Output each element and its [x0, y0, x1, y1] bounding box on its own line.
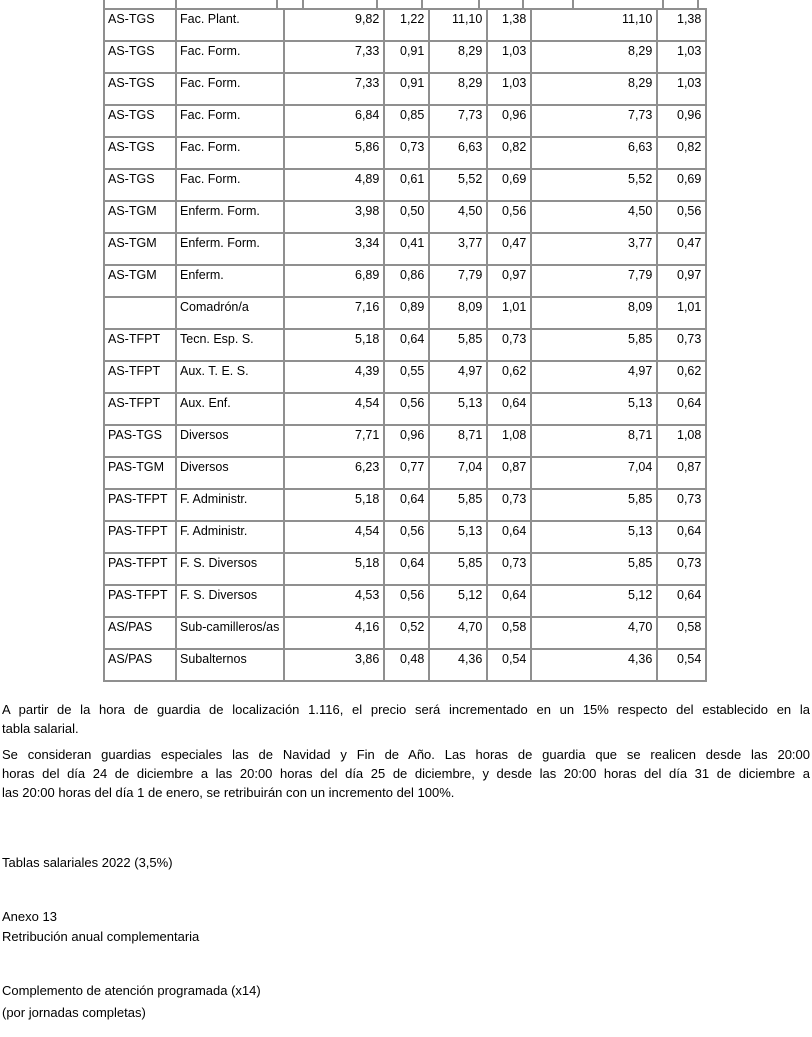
value-cell: 0,64 — [657, 585, 706, 617]
value-cell: 11,10 — [429, 9, 487, 41]
concept-cell: F. Administr. — [176, 489, 284, 521]
value-cell: 0,48 — [384, 649, 429, 681]
value-cell: 0,73 — [487, 553, 531, 585]
concept-cell: Fac. Form. — [176, 137, 284, 169]
concept-cell: Enferm. Form. — [176, 201, 284, 233]
concept-cell: Fac. Form. — [176, 73, 284, 105]
value-cell: 0,96 — [384, 425, 429, 457]
category-cell: AS/PAS — [104, 649, 176, 681]
value-cell: 5,52 — [531, 169, 657, 201]
value-cell: 5,13 — [531, 521, 657, 553]
value-cell: 8,71 — [531, 425, 657, 457]
category-cell: AS-TGS — [104, 105, 176, 137]
value-cell: 0,96 — [657, 105, 706, 137]
value-cell: 5,85 — [531, 329, 657, 361]
value-cell: 4,39 — [284, 361, 384, 393]
value-cell: 3,98 — [284, 201, 384, 233]
value-cell: 4,50 — [531, 201, 657, 233]
value-cell: 0,47 — [487, 233, 531, 265]
value-cell: 0,58 — [657, 617, 706, 649]
category-cell: PAS-TGS — [104, 425, 176, 457]
category-cell: AS-TFPT — [104, 329, 176, 361]
category-cell: AS-TFPT — [104, 393, 176, 425]
value-cell: 0,85 — [384, 105, 429, 137]
concept-cell: Tecn. Esp. S. — [176, 329, 284, 361]
value-cell: 4,16 — [284, 617, 384, 649]
value-cell: 0,87 — [487, 457, 531, 489]
value-cell: 7,16 — [284, 297, 384, 329]
value-cell: 0,56 — [657, 201, 706, 233]
category-cell: AS-TGS — [104, 137, 176, 169]
value-cell: 4,97 — [429, 361, 487, 393]
value-cell: 8,29 — [531, 73, 657, 105]
table-row — [104, 585, 706, 617]
value-cell: 0,73 — [657, 489, 706, 521]
category-cell: PAS-TFPT — [104, 521, 176, 553]
value-cell: 3,77 — [429, 233, 487, 265]
value-cell: 0,91 — [384, 73, 429, 105]
annex-title: Anexo 13 — [2, 909, 57, 924]
value-cell: 0,62 — [657, 361, 706, 393]
value-cell: 5,18 — [284, 553, 384, 585]
value-cell: 5,85 — [429, 489, 487, 521]
category-cell: AS-TGS — [104, 9, 176, 41]
value-cell: 4,50 — [429, 201, 487, 233]
value-cell: 4,54 — [284, 521, 384, 553]
value-cell: 1,03 — [657, 41, 706, 73]
value-cell: 11,10 — [531, 9, 657, 41]
table-row — [104, 457, 706, 489]
value-cell: 5,85 — [531, 489, 657, 521]
value-cell: 5,85 — [531, 553, 657, 585]
value-cell: 3,77 — [531, 233, 657, 265]
table-row — [104, 265, 706, 297]
note-line: horas del día 24 de diciembre a las 20:00 horas del día 25 de diciembre, y desde las 20:00 horas del día 31 de diciembre a — [2, 766, 810, 781]
note-line: tabla salarial. — [2, 721, 79, 736]
category-cell: AS-TGM — [104, 265, 176, 297]
table-row — [104, 169, 706, 201]
value-cell: 7,79 — [429, 265, 487, 297]
concept-cell: Enferm. — [176, 265, 284, 297]
value-cell: 5,13 — [429, 393, 487, 425]
table-row — [104, 41, 706, 73]
category-cell: AS-TGS — [104, 73, 176, 105]
table-row — [104, 425, 706, 457]
value-cell: 5,52 — [429, 169, 487, 201]
value-cell: 4,70 — [429, 617, 487, 649]
category-cell: AS-TGS — [104, 169, 176, 201]
tables-title: Tablas salariales 2022 (3,5%) — [2, 855, 173, 870]
table-row — [104, 233, 706, 265]
value-cell: 1,08 — [487, 425, 531, 457]
value-cell: 7,73 — [531, 105, 657, 137]
table-row — [104, 521, 706, 553]
value-cell: 0,47 — [657, 233, 706, 265]
table-row — [104, 489, 706, 521]
value-cell: 0,52 — [384, 617, 429, 649]
category-cell: AS-TFPT — [104, 361, 176, 393]
value-cell: 6,23 — [284, 457, 384, 489]
value-cell: 6,89 — [284, 265, 384, 297]
value-cell: 0,61 — [384, 169, 429, 201]
value-cell: 0,73 — [657, 329, 706, 361]
value-cell: 0,64 — [657, 521, 706, 553]
value-cell: 0,64 — [384, 329, 429, 361]
annex-subtitle: Retribución anual complementaria — [2, 929, 200, 944]
value-cell: 4,53 — [284, 585, 384, 617]
value-cell: 5,13 — [429, 521, 487, 553]
value-cell: 7,73 — [429, 105, 487, 137]
value-cell: 7,04 — [531, 457, 657, 489]
value-cell: 0,96 — [487, 105, 531, 137]
value-cell: 0,58 — [487, 617, 531, 649]
concept-cell: Fac. Form. — [176, 41, 284, 73]
value-cell: 0,69 — [487, 169, 531, 201]
value-cell: 0,97 — [657, 265, 706, 297]
value-cell: 0,73 — [487, 329, 531, 361]
value-cell: 0,73 — [384, 137, 429, 169]
value-cell: 8,29 — [531, 41, 657, 73]
table-row — [104, 297, 706, 329]
value-cell: 1,01 — [657, 297, 706, 329]
value-cell: 8,29 — [429, 41, 487, 73]
note-guardias-especiales — [2, 745, 810, 802]
value-cell: 0,54 — [657, 649, 706, 681]
value-cell: 4,54 — [284, 393, 384, 425]
table-row — [104, 73, 706, 105]
concept-cell: Fac. Form. — [176, 169, 284, 201]
value-cell: 7,33 — [284, 41, 384, 73]
value-cell: 3,34 — [284, 233, 384, 265]
value-cell: 7,79 — [531, 265, 657, 297]
value-cell: 0,56 — [384, 393, 429, 425]
value-cell: 6,84 — [284, 105, 384, 137]
value-cell: 4,89 — [284, 169, 384, 201]
value-cell: 0,64 — [657, 393, 706, 425]
category-cell: AS/PAS — [104, 617, 176, 649]
value-cell: 0,87 — [657, 457, 706, 489]
value-cell: 4,36 — [429, 649, 487, 681]
concept-cell: F. S. Diversos — [176, 553, 284, 585]
concept-cell: Enferm. Form. — [176, 233, 284, 265]
value-cell: 0,64 — [487, 585, 531, 617]
value-cell: 0,89 — [384, 297, 429, 329]
table-row — [104, 553, 706, 585]
complement-title: Complemento de atención programada (x14) — [2, 983, 261, 998]
value-cell: 6,63 — [429, 137, 487, 169]
table-row — [104, 329, 706, 361]
table-row — [104, 361, 706, 393]
value-cell: 1,38 — [657, 9, 706, 41]
value-cell: 0,64 — [384, 489, 429, 521]
value-cell: 0,97 — [487, 265, 531, 297]
table-row — [104, 105, 706, 137]
value-cell: 4,36 — [531, 649, 657, 681]
value-cell: 1,01 — [487, 297, 531, 329]
value-cell: 4,97 — [531, 361, 657, 393]
value-cell: 1,22 — [384, 9, 429, 41]
value-cell: 0,64 — [487, 521, 531, 553]
category-cell: AS-TGM — [104, 233, 176, 265]
value-cell: 1,03 — [657, 73, 706, 105]
concept-cell: Diversos — [176, 425, 284, 457]
value-cell: 0,56 — [384, 521, 429, 553]
concept-cell: Diversos — [176, 457, 284, 489]
concept-cell: Aux. T. E. S. — [176, 361, 284, 393]
note-line: A partir de la hora de guardia de localización 1.116, el precio será incrementado en un 15% respecto del establecido en la — [2, 702, 810, 717]
value-cell: 0,56 — [487, 201, 531, 233]
value-cell: 0,62 — [487, 361, 531, 393]
value-cell: 0,50 — [384, 201, 429, 233]
value-cell: 5,85 — [429, 329, 487, 361]
category-cell: PAS-TFPT — [104, 489, 176, 521]
value-cell: 0,86 — [384, 265, 429, 297]
category-cell: PAS-TGM — [104, 457, 176, 489]
value-cell: 8,09 — [531, 297, 657, 329]
value-cell: 0,73 — [487, 489, 531, 521]
table-row — [104, 617, 706, 649]
note-line: las 20:00 horas del día 1 de enero, se retribuirán con un incremento del 100%. — [2, 785, 455, 800]
table-row — [104, 649, 706, 681]
complement-note: (por jornadas completas) — [2, 1005, 146, 1020]
value-cell: 0,91 — [384, 41, 429, 73]
value-cell: 9,82 — [284, 9, 384, 41]
concept-cell: F. Administr. — [176, 521, 284, 553]
value-cell: 0,82 — [657, 137, 706, 169]
category-cell: AS-TGM — [104, 201, 176, 233]
value-cell: 1,03 — [487, 41, 531, 73]
value-cell: 0,77 — [384, 457, 429, 489]
value-cell: 5,12 — [531, 585, 657, 617]
value-cell: 6,63 — [531, 137, 657, 169]
concept-cell: Fac. Plant. — [176, 9, 284, 41]
value-cell: 0,64 — [384, 553, 429, 585]
value-cell: 0,56 — [384, 585, 429, 617]
value-cell: 8,09 — [429, 297, 487, 329]
note-localizacion — [2, 700, 810, 738]
value-cell: 8,71 — [429, 425, 487, 457]
concept-cell: Subalternos — [176, 649, 284, 681]
value-cell: 5,18 — [284, 489, 384, 521]
table-row — [104, 9, 706, 41]
value-cell: 1,03 — [487, 73, 531, 105]
value-cell: 4,70 — [531, 617, 657, 649]
category-cell — [104, 297, 176, 329]
category-cell: PAS-TFPT — [104, 553, 176, 585]
category-cell: AS-TGS — [104, 41, 176, 73]
value-cell: 1,38 — [487, 9, 531, 41]
value-cell: 5,86 — [284, 137, 384, 169]
value-cell: 0,82 — [487, 137, 531, 169]
table-row — [104, 201, 706, 233]
concept-cell: F. S. Diversos — [176, 585, 284, 617]
table-row — [104, 393, 706, 425]
value-cell: 1,08 — [657, 425, 706, 457]
category-cell: PAS-TFPT — [104, 585, 176, 617]
value-cell: 5,13 — [531, 393, 657, 425]
value-cell: 7,04 — [429, 457, 487, 489]
concept-cell: Comadrón/a — [176, 297, 284, 329]
value-cell: 0,55 — [384, 361, 429, 393]
value-cell: 5,85 — [429, 553, 487, 585]
concept-cell: Sub-camilleros/as — [176, 617, 284, 649]
concept-cell: Fac. Form. — [176, 105, 284, 137]
value-cell: 8,29 — [429, 73, 487, 105]
note-line: Se consideran guardias especiales las de Navidad y Fin de Año. Las horas de guardia que se realicen desde las 20:00 — [2, 747, 810, 762]
value-cell: 0,69 — [657, 169, 706, 201]
value-cell: 7,71 — [284, 425, 384, 457]
concept-cell: Aux. Enf. — [176, 393, 284, 425]
value-cell: 7,33 — [284, 73, 384, 105]
salary-table-body — [104, 9, 706, 681]
value-cell: 5,18 — [284, 329, 384, 361]
table-row — [104, 137, 706, 169]
salary-table — [103, 8, 707, 682]
value-cell: 5,12 — [429, 585, 487, 617]
value-cell: 3,86 — [284, 649, 384, 681]
value-cell: 0,41 — [384, 233, 429, 265]
value-cell: 0,54 — [487, 649, 531, 681]
value-cell: 0,73 — [657, 553, 706, 585]
value-cell: 0,64 — [487, 393, 531, 425]
